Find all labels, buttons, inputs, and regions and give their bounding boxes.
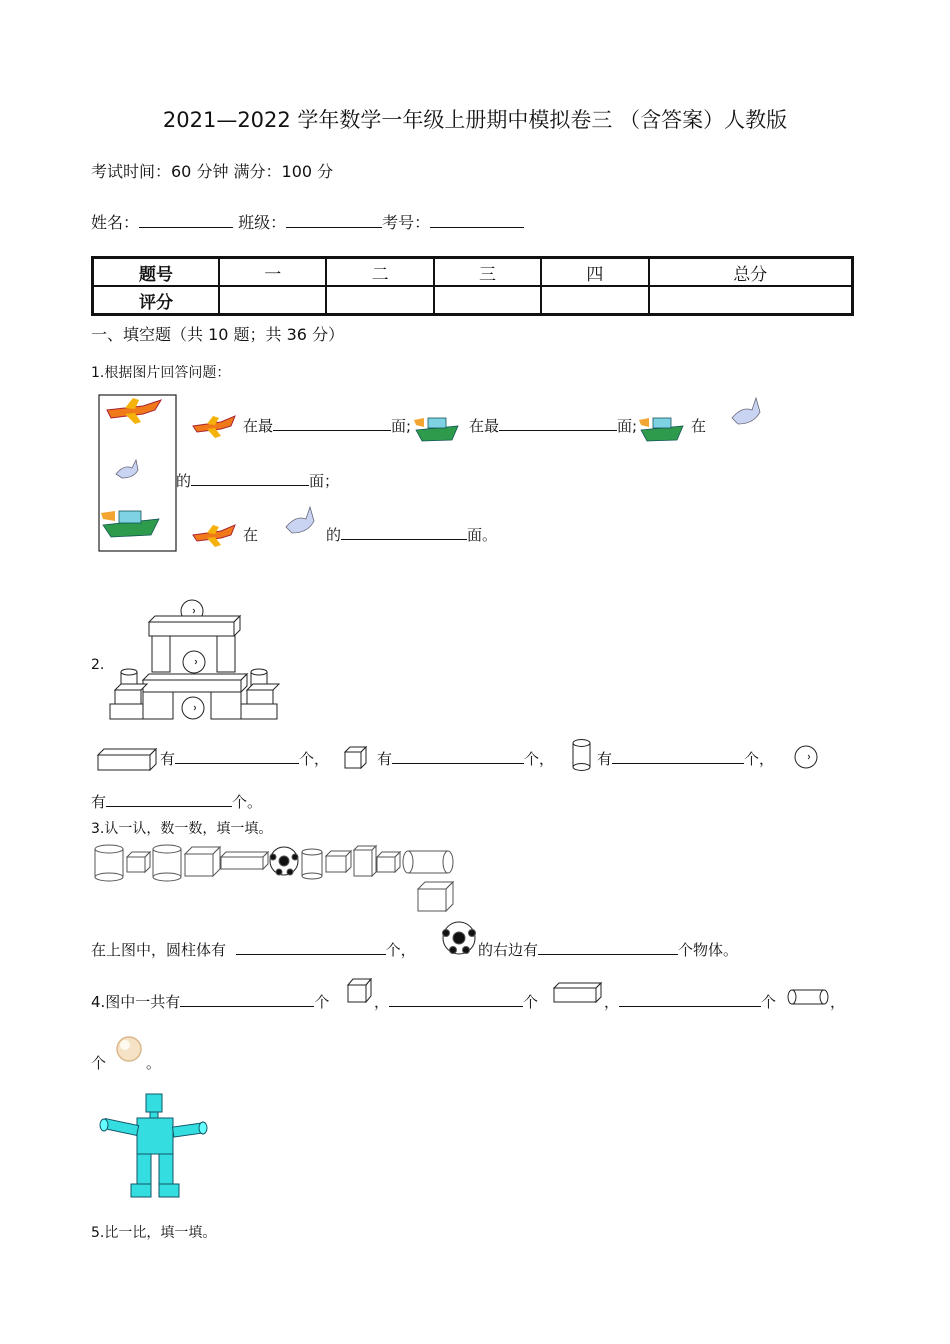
- q4-text: ，: [830, 993, 846, 1011]
- q1-text: 在最: [243, 417, 274, 435]
- q1-text: 面。: [467, 526, 498, 544]
- section-title: 一、填空题（共 10 题；共 36 分）: [91, 325, 345, 344]
- q2-text: 个。: [232, 793, 263, 811]
- score-table-header-label: 题号: [93, 258, 219, 286]
- q4-text: 个: [314, 993, 330, 1011]
- robot-body: [137, 1118, 173, 1154]
- q1-text: 面;: [391, 417, 412, 435]
- q1-text: 面；: [309, 472, 340, 490]
- q1-text: 在: [243, 526, 259, 544]
- page-title: 2021—2022 学年数学一年级上册期中模拟卷三 （含答案）人教版: [162, 108, 788, 132]
- q2-text: 有: [91, 793, 107, 811]
- class-label: 班级：: [238, 213, 287, 232]
- score-table-col-3: 三: [434, 258, 541, 286]
- score-table-score-label: 评分: [93, 286, 219, 314]
- q2-text: 个，: [744, 750, 775, 768]
- q4-text: ，: [374, 993, 390, 1011]
- cylinder-icon: [788, 990, 828, 1004]
- sphere-icon: [117, 1037, 141, 1061]
- q2-text: 个，: [524, 750, 555, 768]
- robot-figure: [100, 1094, 207, 1197]
- name-label: 姓名：: [91, 213, 140, 232]
- q4-text: 4.图中一共有: [91, 993, 181, 1011]
- q4-text: 。: [146, 1054, 162, 1072]
- q1-text: 面;: [617, 417, 638, 435]
- q1-text: 的: [326, 526, 342, 544]
- q4-text: 个: [761, 993, 777, 1011]
- q1-text: 在: [691, 417, 707, 435]
- q1-prompt: 1.根据图片回答问题：: [91, 365, 231, 381]
- score-table-col-2: 二: [326, 258, 433, 286]
- score-table-col-4: 四: [541, 258, 648, 286]
- q3-text: 个，: [385, 941, 416, 959]
- q4-text: ，: [604, 993, 620, 1011]
- q1-text: 在最: [469, 417, 500, 435]
- q4-text: 个: [91, 1054, 107, 1072]
- cuboid-icon: [554, 983, 601, 1002]
- q3-text: 在上图中，圆柱体有: [91, 941, 227, 959]
- q4-text: 个: [523, 993, 539, 1011]
- q3-text: 个物体。: [678, 941, 739, 959]
- score-table-col-1: 一: [219, 258, 326, 286]
- q2-text: 有: [597, 750, 613, 768]
- cube-icon: [348, 979, 371, 1002]
- q2-text: 有: [160, 750, 176, 768]
- q2-text: 有: [377, 750, 393, 768]
- score-table-col-total: 总分: [649, 258, 853, 286]
- q3-text: 的右边有: [478, 941, 539, 959]
- q2-text: 个，: [299, 750, 330, 768]
- q2-number: 2.: [91, 657, 105, 673]
- q5-prompt: 5.比一比，填一填。: [91, 1225, 217, 1241]
- robot-head: [146, 1094, 162, 1112]
- id-label: 考号：: [382, 213, 431, 232]
- exam-info: 考试时间：60 分钟 满分：100 分: [91, 162, 334, 181]
- q3-prompt: 3.认一认，数一数，填一填。: [91, 821, 273, 837]
- q1-text: 的: [176, 472, 192, 490]
